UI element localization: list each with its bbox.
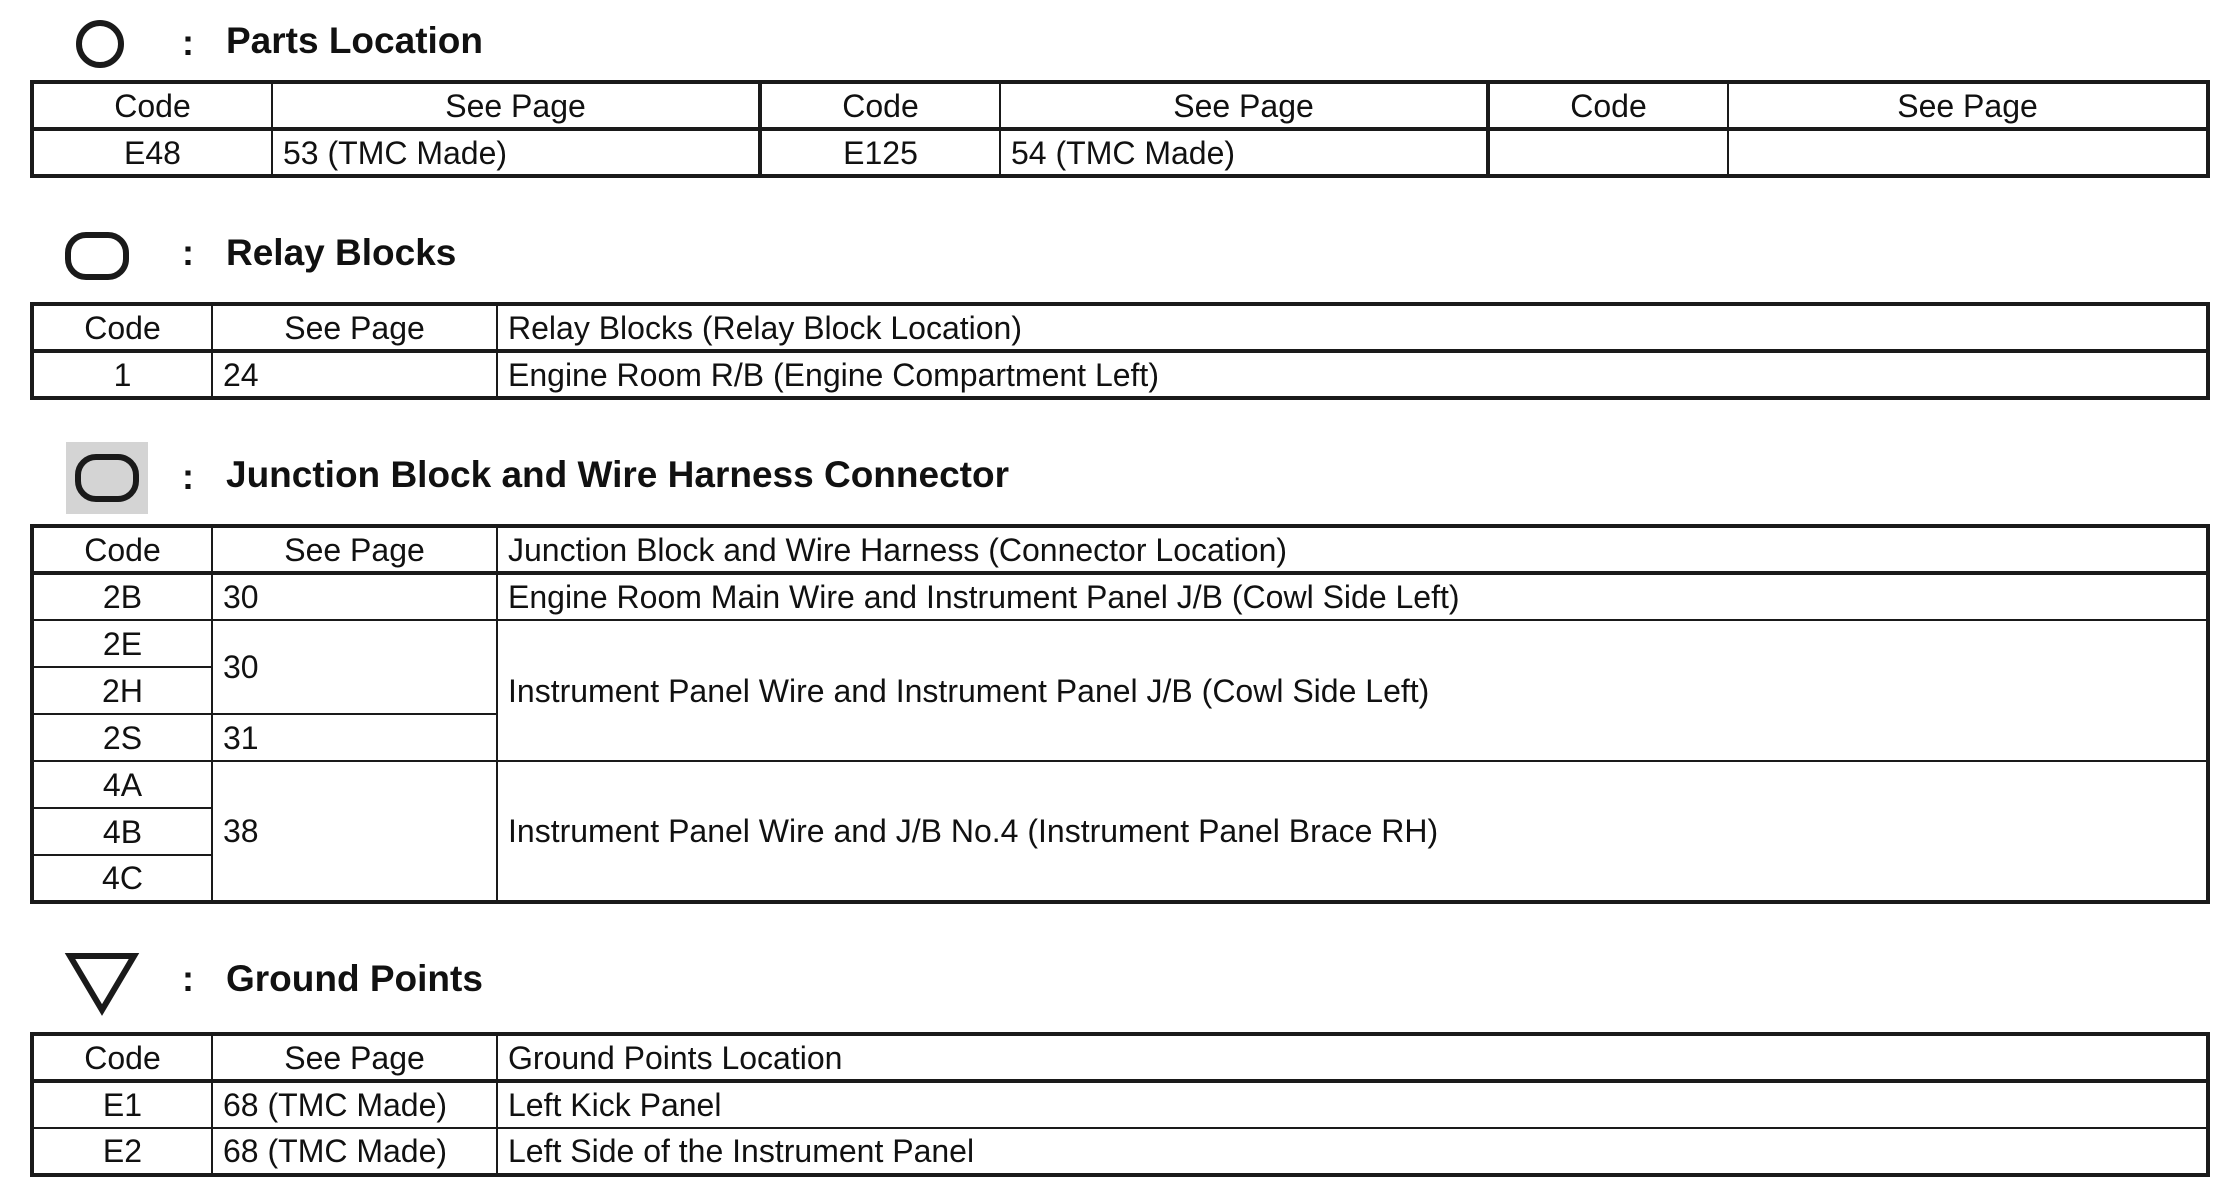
- header-code: Code: [32, 82, 272, 129]
- relay-blocks-header: [0, 220, 2228, 290]
- cell-code: 2S: [32, 714, 212, 761]
- header-location: Junction Block and Wire Harness (Connector Location): [497, 526, 2208, 573]
- header-code: Code: [1488, 82, 1728, 129]
- cell-see-page: 30: [212, 573, 497, 620]
- table-row: [32, 1081, 2208, 1128]
- section-colon: :: [182, 232, 194, 273]
- cell-code: E48: [32, 129, 272, 176]
- cell-location: Left Kick Panel: [497, 1081, 2208, 1128]
- header-see-page: See Page: [272, 82, 760, 129]
- parts-location-table: [30, 80, 2210, 178]
- section-title: Parts Location: [226, 20, 483, 61]
- parts-location-header: [0, 6, 2228, 76]
- cell-code: E1: [32, 1081, 212, 1128]
- section-title: Relay Blocks: [226, 232, 457, 273]
- triangle-down-icon: [64, 950, 140, 1016]
- cell-code: 4C: [32, 855, 212, 902]
- table-row: [32, 761, 2208, 808]
- table-row: [32, 129, 2208, 176]
- cell-see-page: 53 (TMC Made): [272, 129, 760, 176]
- header-see-page: See Page: [1728, 82, 2208, 129]
- section-title: Junction Block and Wire Harness Connector: [226, 454, 1009, 495]
- junction-blocks-table: [30, 524, 2210, 904]
- section-title: Ground Points: [226, 958, 483, 999]
- relay-blocks-table: [30, 302, 2210, 400]
- table-row: [32, 620, 2208, 667]
- cell-see-page: 38: [212, 761, 497, 902]
- table-row: [32, 1128, 2208, 1175]
- table-row: [32, 573, 2208, 620]
- cell-see-page: [1728, 129, 2208, 176]
- section-colon: :: [182, 958, 194, 999]
- cell-code: 2B: [32, 573, 212, 620]
- ground-points-header: [0, 944, 2228, 1014]
- header-see-page: See Page: [212, 526, 497, 573]
- cell-code: 2E: [32, 620, 212, 667]
- cell-location: Instrument Panel Wire and J/B No.4 (Instrument Panel Brace RH): [497, 761, 2208, 902]
- table-row: [32, 351, 2208, 398]
- rounded-rectangle-icon: [64, 230, 130, 282]
- cell-see-page: 68 (TMC Made): [212, 1128, 497, 1175]
- circle-icon: [74, 18, 126, 70]
- header-code: Code: [760, 82, 1000, 129]
- header-location: Relay Blocks (Relay Block Location): [497, 304, 2208, 351]
- cell-code: 4B: [32, 808, 212, 855]
- header-code: Code: [32, 1034, 212, 1081]
- shaded-rounded-rectangle-icon: [66, 442, 148, 514]
- cell-code: E2: [32, 1128, 212, 1175]
- cell-location: Left Side of the Instrument Panel: [497, 1128, 2208, 1175]
- header-see-page: See Page: [212, 304, 497, 351]
- cell-see-page: 30: [212, 620, 497, 714]
- header-code: Code: [32, 304, 212, 351]
- cell-location: Engine Room R/B (Engine Compartment Left): [497, 351, 2208, 398]
- section-colon: :: [182, 456, 194, 497]
- header-see-page: See Page: [212, 1034, 497, 1081]
- ground-points-table: [30, 1032, 2210, 1177]
- cell-see-page: 31: [212, 714, 497, 761]
- cell-see-page: 54 (TMC Made): [1000, 129, 1488, 176]
- cell-code: 1: [32, 351, 212, 398]
- cell-see-page: 24: [212, 351, 497, 398]
- header-location: Ground Points Location: [497, 1034, 2208, 1081]
- junction-blocks-header: [0, 440, 2228, 510]
- header-see-page: See Page: [1000, 82, 1488, 129]
- cell-code: 4A: [32, 761, 212, 808]
- cell-location: Instrument Panel Wire and Instrument Panel J/B (Cowl Side Left): [497, 620, 2208, 761]
- cell-location: Engine Room Main Wire and Instrument Panel J/B (Cowl Side Left): [497, 573, 2208, 620]
- cell-code: 2H: [32, 667, 212, 714]
- header-code: Code: [32, 526, 212, 573]
- cell-code: [1488, 129, 1728, 176]
- section-colon: :: [182, 22, 194, 63]
- cell-code: E125: [760, 129, 1000, 176]
- cell-see-page: 68 (TMC Made): [212, 1081, 497, 1128]
